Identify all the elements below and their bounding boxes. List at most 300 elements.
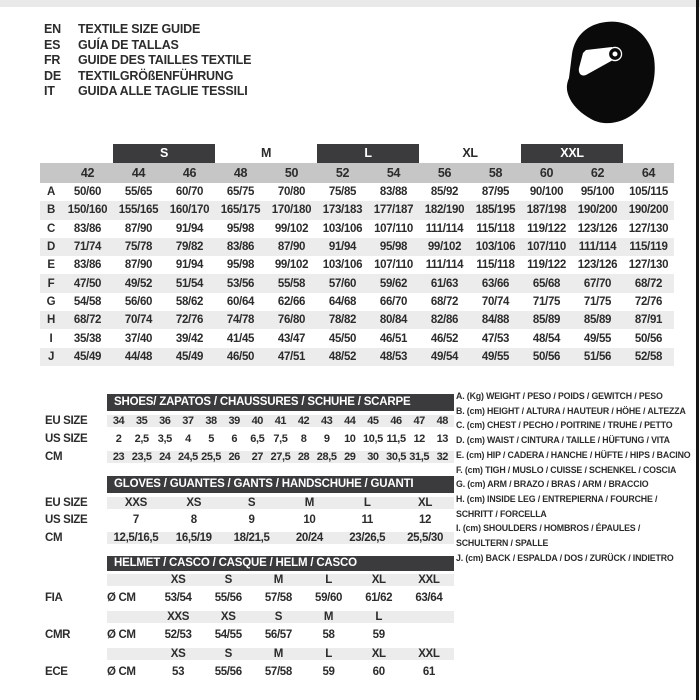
size-cell: 58 (322, 628, 335, 641)
size-cell: 99/102 (274, 259, 309, 272)
helmet-sizes-row-fia (45, 573, 454, 587)
size-cell: 46/52 (430, 332, 459, 345)
measurement-row-b (40, 201, 674, 219)
size-group-header-m: M (260, 146, 272, 160)
language-title: GUÍA DE TALLAS (78, 37, 179, 52)
size-cell: 76/80 (277, 314, 306, 327)
row-label: G (46, 295, 56, 308)
row-label: US SIZE (45, 433, 88, 446)
size-column-header: L (325, 574, 332, 586)
size-cell: 95/98 (226, 222, 255, 235)
row-label: CM (45, 451, 63, 464)
helmet-icon (560, 18, 662, 128)
size-cell: 68/72 (430, 295, 459, 308)
size-cell: 103/106 (322, 222, 363, 235)
size-cell: 49/55 (481, 350, 510, 363)
size-cell: 8 (300, 433, 307, 446)
size-column-header: S (224, 648, 232, 660)
size-cell: 12,5/16,5 (113, 531, 159, 544)
measurement-row-f (40, 274, 674, 292)
size-cell: 43 (320, 415, 333, 428)
size-cell: 90/100 (529, 186, 564, 199)
size-cell: 65/75 (226, 186, 255, 199)
legend-line: SCHULTERN / SPALLE (456, 538, 549, 549)
gloves-values (107, 497, 454, 509)
size-cell: 55/56 (214, 665, 242, 678)
size-cell: 4 (185, 433, 191, 446)
helmet-values-row-cmr (45, 624, 454, 645)
size-column-header: 46 (182, 166, 197, 180)
size-column-header: XL (371, 574, 386, 586)
standard-label: ECE (45, 665, 68, 678)
size-column-header: XXL (418, 574, 440, 586)
size-cell: 6 (231, 433, 238, 446)
size-cell: L (363, 496, 371, 509)
size-cell: 44 (344, 415, 356, 428)
size-cell: 170/180 (271, 204, 312, 217)
size-cell: 37/40 (124, 332, 153, 345)
size-cell: 57/58 (264, 665, 292, 678)
standard-label: CMR (45, 628, 71, 641)
clothing-size-table (40, 143, 674, 366)
size-cell: 95/98 (379, 241, 408, 254)
size-cell: 123/126 (577, 222, 618, 235)
size-cell: 83/86 (73, 259, 102, 272)
size-column-header: M (323, 611, 334, 623)
size-cell: 12 (413, 433, 425, 446)
size-cell: 3,5 (157, 433, 172, 446)
size-cell: M (304, 496, 315, 509)
size-cell: 28,5 (316, 451, 337, 464)
size-cell: 119/122 (527, 222, 566, 235)
size-cell: 60/70 (175, 186, 204, 199)
row-label: A (46, 186, 55, 199)
size-cell: 12 (419, 514, 432, 527)
size-cell: 39/42 (175, 332, 204, 345)
language-code: DE (44, 68, 61, 83)
row-label: E (47, 259, 55, 272)
size-column-header: 62 (590, 166, 605, 180)
size-cell: 45 (367, 415, 379, 428)
size-cell: 46 (390, 415, 402, 428)
legend-entry (456, 477, 698, 492)
size-cell: 53/54 (164, 591, 192, 604)
size-cell: 28 (297, 451, 310, 464)
helmet-values-row-ece (45, 661, 454, 682)
size-column-header: L (325, 648, 332, 660)
size-cell: 63/66 (481, 277, 510, 290)
size-cell: 13 (436, 433, 449, 446)
size-cell: 11 (361, 514, 373, 527)
size-cell: 34 (112, 415, 125, 428)
measurement-row-g (40, 293, 674, 311)
size-cell: 150/160 (67, 204, 108, 217)
size-cell: 70/74 (124, 314, 153, 327)
size-column-header: XS (170, 648, 186, 660)
size-column-header: 44 (131, 166, 146, 180)
size-cell: 35/38 (73, 332, 102, 345)
size-cell: 9 (323, 433, 330, 446)
size-cell: 56/60 (124, 295, 153, 308)
legend-entry (456, 463, 698, 478)
size-cell: 61 (422, 665, 435, 678)
measurement-row-e (40, 256, 674, 274)
size-cell: 62/66 (277, 295, 306, 308)
shoes-title-row (45, 394, 454, 411)
size-cell: 107/110 (527, 241, 566, 254)
size-cell: 103/106 (322, 259, 363, 272)
legend-line: C. (cm) CHEST / PECHO / POITRINE / TRUHE / PETTO (456, 420, 673, 431)
size-cell: 35 (135, 415, 148, 428)
size-cell: 78/82 (328, 314, 357, 327)
size-column-header: M (273, 648, 283, 660)
unit-label: Ø CM (107, 628, 136, 641)
size-cell: 51/54 (175, 277, 204, 290)
size-cell: 39 (228, 415, 240, 428)
top-band (0, 0, 700, 7)
size-cell: 25,5/30 (407, 531, 444, 544)
size-cell: 53 (172, 665, 185, 678)
size-cell: 68/72 (634, 277, 663, 290)
shoes-row (45, 448, 454, 466)
size-cell: 43/47 (277, 332, 306, 345)
size-cell: 87/91 (634, 314, 663, 327)
size-cell: 85/89 (583, 314, 612, 327)
legend-entry (456, 521, 698, 550)
row-label: CM (45, 531, 63, 544)
size-cell: 32 (436, 451, 449, 464)
measurement-row-j (40, 348, 674, 366)
gloves-row (45, 512, 454, 530)
size-column-header: XS (170, 574, 186, 586)
size-cell: 41 (274, 415, 287, 428)
legend-entry (456, 448, 698, 463)
size-cell: 72/76 (175, 314, 204, 327)
gloves-size-table (45, 476, 454, 547)
size-cell: 123/126 (577, 259, 618, 272)
size-cell: 26 (228, 451, 240, 464)
size-cell: 23 (112, 451, 125, 464)
measurement-row-i (40, 329, 674, 347)
row-label: EU SIZE (45, 496, 88, 509)
size-column-header: 56 (437, 166, 452, 180)
size-cell: 75/78 (124, 241, 153, 254)
size-cell: 59/62 (379, 277, 408, 290)
size-cell: 55/56 (214, 591, 242, 604)
size-cell: 60/64 (226, 295, 255, 308)
legend-line: J. (cm) BACK / ESPALDA / DOS / ZURÜCK / INDIETRO (456, 552, 674, 563)
unit-label: Ø CM (107, 665, 136, 678)
helmet-values-row-fia (45, 587, 454, 608)
unit-label: Ø CM (107, 591, 136, 604)
measurement-row-h (40, 311, 674, 329)
size-cell: 59 (322, 665, 335, 678)
size-cell: 66/70 (379, 295, 408, 308)
size-column-header: 64 (641, 166, 656, 180)
size-cell: 87/95 (481, 186, 510, 199)
helmet-size-table (45, 556, 454, 682)
size-cell: 83/86 (73, 222, 102, 235)
size-cell: 165/175 (220, 204, 261, 217)
size-cell: 56/57 (264, 628, 292, 641)
size-cell: 10,5 (363, 433, 383, 446)
size-cell: 47 (413, 415, 425, 428)
size-cell: 47/50 (73, 277, 102, 290)
size-cell: 18/21,5 (233, 531, 270, 544)
size-column-header: 60 (539, 166, 554, 180)
size-cell: 85/92 (430, 186, 459, 199)
shoes-values (107, 415, 454, 427)
size-column-header: XS (220, 611, 236, 623)
size-cell: 50/56 (532, 350, 561, 363)
size-cell: 7 (132, 514, 139, 527)
size-cell: 49/55 (583, 332, 612, 345)
size-cell: 115/118 (476, 222, 515, 235)
size-group-header-l: L (317, 144, 419, 163)
row-label: US SIZE (45, 514, 88, 527)
size-cell: 182/190 (424, 204, 465, 217)
legend-line: A. (Kg) WEIGHT / PESO / POIDS / GEWITCH / PESO (456, 391, 663, 401)
helmet-table-title: HELMET / CASCO / CASQUE / HELM / CASCO (107, 556, 454, 571)
language-title-list (44, 22, 251, 100)
size-cell: 185/195 (475, 204, 516, 217)
measurement-legend (456, 389, 698, 565)
size-column-header: 48 (233, 166, 248, 180)
size-cell: 37 (182, 415, 194, 428)
size-cell: 36 (159, 415, 171, 428)
size-cell: 67/70 (583, 277, 612, 290)
size-column-header: 52 (335, 166, 350, 180)
size-cell: 190/200 (628, 204, 669, 217)
size-cell: 119/122 (527, 259, 566, 272)
size-cell: 173/183 (322, 204, 363, 217)
size-cell: 45/49 (175, 350, 204, 363)
size-cell: 49/54 (430, 350, 459, 363)
gloves-values (107, 514, 454, 526)
language-title: GUIDE DES TAILLES TEXTILE (78, 53, 252, 68)
size-group-header-xxl: XXL (521, 144, 623, 163)
size-cell: 38 (205, 415, 217, 428)
size-column-header: M (273, 574, 283, 586)
size-cell: 23,5 (131, 451, 152, 464)
shoes-row (45, 412, 454, 430)
language-title: GUIDA ALLE TAGLIE TESSILI (78, 84, 248, 99)
shoes-values (107, 451, 454, 463)
size-cell: 2 (115, 433, 122, 446)
size-cell: 27,5 (270, 451, 291, 464)
size-cell: 99/102 (427, 241, 462, 254)
size-cell: 75/85 (328, 186, 357, 199)
size-column-header: S (274, 611, 283, 623)
row-label: B (46, 204, 55, 217)
gloves-row (45, 529, 454, 547)
size-cell: 47/53 (481, 332, 510, 345)
measurement-row-a (40, 183, 674, 201)
size-cell: 54/55 (214, 628, 242, 641)
size-cell: 187/198 (526, 204, 567, 217)
size-cell: 53/56 (226, 277, 255, 290)
size-cell: 60 (372, 665, 385, 678)
size-cell: 10 (303, 514, 316, 527)
language-row (44, 22, 251, 38)
legend-line: I. (cm) SHOULDERS / HOMBROS / ÉPAULES / (456, 523, 641, 534)
size-cell: 45/50 (328, 332, 357, 345)
size-cell: 99/102 (274, 222, 309, 235)
size-cell: 48 (436, 415, 449, 428)
size-column-header: L (375, 611, 383, 623)
size-cell: 57/60 (328, 277, 357, 290)
size-cell: 41/45 (226, 332, 255, 345)
size-cell: 155/165 (118, 204, 159, 217)
size-cell: 59 (372, 628, 385, 641)
row-label: I (49, 332, 53, 345)
size-cell: 30,5 (386, 451, 406, 464)
size-cell: S (247, 496, 256, 509)
size-cell: 111/114 (425, 222, 464, 235)
size-cell: 71/75 (532, 295, 561, 308)
size-group-header-xl: XL (462, 146, 478, 160)
size-cell: 49/52 (124, 277, 153, 290)
legend-line: SCHRITT / FORCELLA (456, 508, 547, 519)
size-cell: 10 (344, 433, 356, 446)
size-cell: 95/100 (580, 186, 615, 199)
size-column-header: 58 (488, 166, 503, 180)
size-cell: 115/119 (629, 241, 668, 254)
language-row (44, 38, 251, 54)
legend-line: B. (cm) HEIGHT / ALTURA / HAUTEUR / HÖHE / ALTEZZA (456, 405, 686, 416)
row-label: C (46, 222, 55, 235)
gloves-title-row (45, 476, 454, 493)
size-cell: 91/94 (328, 241, 357, 254)
size-cell: 7,5 (273, 433, 288, 446)
size-cell: 46/50 (226, 350, 255, 363)
size-cell: 29 (344, 451, 356, 464)
size-cell: 42 (297, 415, 310, 428)
row-label: F (47, 277, 55, 290)
language-row (44, 53, 251, 69)
gloves-values (107, 532, 454, 544)
size-cell: 107/110 (374, 259, 413, 272)
size-column-header: S (224, 574, 232, 586)
size-cell: 82/86 (430, 314, 459, 327)
standard-label: FIA (45, 591, 63, 604)
helmet-size-headers (107, 574, 454, 586)
size-cell: 61/62 (365, 591, 393, 604)
size-cell: 50/60 (73, 186, 102, 199)
size-cell: 85/89 (532, 314, 561, 327)
legend-line: G. (cm) ARM / BRAZO / BRAS / ARM / BRACCIO (456, 479, 649, 490)
size-cell: XS (186, 496, 202, 509)
size-cell: 177/187 (373, 204, 414, 217)
size-cell: 24,5 (178, 451, 198, 464)
helmet-values (107, 592, 454, 604)
size-number-row (40, 163, 674, 183)
size-column-header: XL (371, 648, 386, 660)
size-cell: 103/106 (475, 241, 516, 254)
size-cell: 30 (367, 451, 379, 464)
size-cell: 127/130 (628, 259, 669, 272)
helmet-size-headers (107, 611, 454, 623)
shoes-values (107, 433, 454, 445)
size-cell: 72/76 (634, 295, 663, 308)
size-cell: 105/115 (629, 186, 668, 199)
language-row (44, 69, 251, 85)
language-code: FR (44, 53, 61, 68)
size-cell: 31,5 (409, 451, 430, 464)
legend-entry (456, 551, 698, 566)
size-cell: 59/60 (315, 591, 343, 604)
size-cell: 71/75 (583, 295, 612, 308)
size-cell: 8 (190, 514, 197, 527)
size-cell: 87/90 (277, 241, 306, 254)
helmet-size-headers (107, 648, 454, 660)
size-group-header-row (40, 143, 674, 163)
language-code: ES (44, 37, 61, 52)
legend-line: F. (cm) TIGH / MUSLO / CUISSE / SCHENKEL / COSCIA (456, 464, 677, 475)
size-cell: 9 (248, 514, 255, 527)
size-cell: 45/49 (73, 350, 102, 363)
legend-entry (456, 418, 698, 433)
size-cell: 190/200 (577, 204, 618, 217)
size-column-header: XXL (418, 648, 440, 660)
row-label: J (47, 350, 55, 363)
row-label: H (46, 314, 55, 327)
legend-line: H. (cm) INSIDE LEG / ENTREPIERNA / FOURCHE / (456, 493, 658, 504)
size-cell: 50/56 (634, 332, 663, 345)
shoes-row (45, 430, 454, 448)
size-cell: 95/98 (226, 259, 255, 272)
size-cell: 52/58 (634, 350, 663, 363)
language-title: TEXTILE SIZE GUIDE (78, 22, 201, 36)
shoes-size-table (45, 394, 454, 467)
size-cell: 40 (251, 415, 264, 428)
size-cell: 74/78 (226, 314, 255, 327)
measurement-row-d (40, 238, 674, 256)
size-cell: 127/130 (628, 222, 669, 235)
size-cell: 48/52 (328, 350, 357, 363)
size-cell: 55/58 (277, 277, 306, 290)
legend-entry (456, 404, 698, 419)
size-cell: 107/110 (374, 222, 413, 235)
size-cell: 79/82 (175, 241, 204, 254)
size-cell: 84/88 (481, 314, 510, 327)
size-cell: 64/68 (328, 295, 357, 308)
size-cell: 27 (251, 451, 264, 464)
shoes-table-title: SHOES/ ZAPATOS / CHAUSSURES / SCHUHE / SCARPE (107, 394, 454, 411)
size-cell: 48/54 (532, 332, 561, 345)
size-cell: 51/56 (583, 350, 612, 363)
size-cell: 44/48 (124, 350, 153, 363)
size-cell: 160/170 (169, 204, 210, 217)
size-cell: 111/114 (578, 241, 617, 254)
gloves-table-title: GLOVES / GUANTES / GANTS / HANDSCHUHE / GUANTI (107, 476, 454, 493)
size-cell: 91/94 (175, 222, 204, 235)
helmet-sizes-row-cmr (45, 610, 454, 624)
size-cell: 91/94 (175, 259, 204, 272)
helmet-values (107, 666, 454, 678)
size-cell: 70/80 (277, 186, 306, 199)
legend-line: D. (cm) WAIST / CINTURA / TAILLE / HÜFTUNG / VITA (456, 435, 670, 446)
size-cell: 83/88 (379, 186, 408, 199)
size-cell: 58/62 (175, 295, 204, 308)
size-column-header: XXS (167, 611, 190, 623)
size-cell: 111/114 (425, 259, 464, 272)
size-cell: 55/65 (124, 186, 153, 199)
size-cell: 63/64 (415, 591, 443, 604)
size-column-header: 42 (80, 166, 95, 180)
size-cell: XXS (124, 496, 147, 509)
language-row (44, 84, 251, 100)
